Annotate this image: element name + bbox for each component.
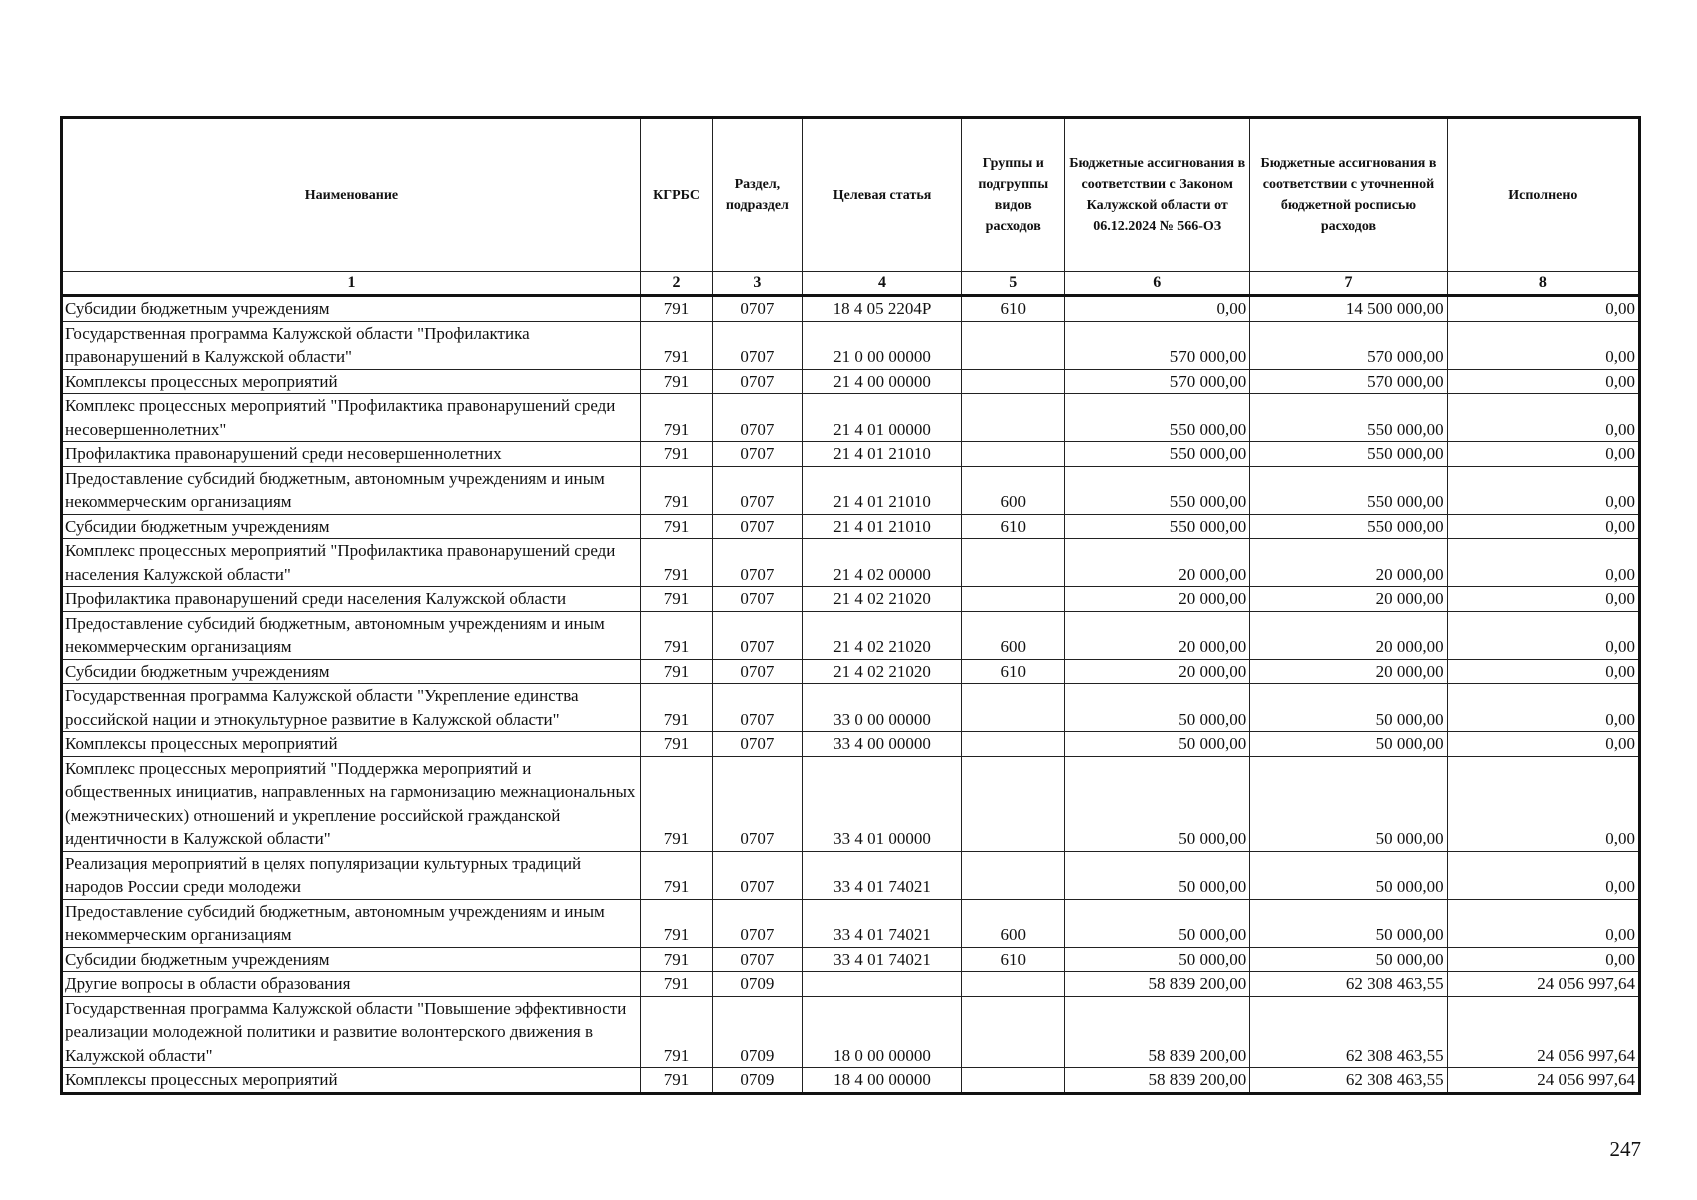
- row-target-article-cell: 21 4 01 00000: [802, 394, 962, 442]
- row-refined-allocation-cell: 14 500 000,00: [1250, 296, 1447, 322]
- row-law-allocation-cell: 50 000,00: [1065, 684, 1250, 732]
- row-refined-allocation-cell: 550 000,00: [1250, 394, 1447, 442]
- table-row: [62, 539, 1640, 587]
- row-law-allocation-cell: 20 000,00: [1065, 611, 1250, 659]
- column-number: 2: [640, 272, 712, 296]
- row-expense-type-cell: [962, 539, 1065, 587]
- table-row: [62, 899, 1640, 947]
- row-executed-cell: 24 056 997,64: [1447, 996, 1639, 1068]
- row-expense-type-cell: [962, 394, 1065, 442]
- row-section-cell: 0709: [713, 1068, 803, 1094]
- column-number: 6: [1065, 272, 1250, 296]
- table-row: [62, 1068, 1640, 1094]
- table-row: [62, 851, 1640, 899]
- row-executed-cell: 0,00: [1447, 947, 1639, 972]
- row-kgrbs-cell: 791: [640, 684, 712, 732]
- table-body: [62, 296, 1640, 1094]
- row-executed-cell: 0,00: [1447, 296, 1639, 322]
- row-executed-cell: 24 056 997,64: [1447, 1068, 1639, 1094]
- table-row: [62, 321, 1640, 369]
- row-refined-allocation-cell: 570 000,00: [1250, 321, 1447, 369]
- row-refined-allocation-cell: 20 000,00: [1250, 539, 1447, 587]
- row-section-cell: 0707: [713, 514, 803, 539]
- row-refined-allocation-cell: 50 000,00: [1250, 899, 1447, 947]
- row-expense-type-cell: 610: [962, 659, 1065, 684]
- row-law-allocation-cell: 20 000,00: [1065, 539, 1250, 587]
- header-executed: Исполнено: [1447, 118, 1639, 272]
- row-kgrbs-cell: 791: [640, 947, 712, 972]
- row-kgrbs-cell: 791: [640, 1068, 712, 1094]
- row-refined-allocation-cell: 50 000,00: [1250, 947, 1447, 972]
- row-kgrbs-cell: 791: [640, 972, 712, 997]
- row-law-allocation-cell: 50 000,00: [1065, 851, 1250, 899]
- row-expense-type-cell: [962, 587, 1065, 612]
- table-row: [62, 732, 1640, 757]
- table-row: [62, 659, 1640, 684]
- row-expense-type-cell: 600: [962, 611, 1065, 659]
- row-name-cell: Комплекс процессных мероприятий "Профилактика правонарушений среди населения Калужской области": [62, 539, 641, 587]
- row-refined-allocation-cell: 20 000,00: [1250, 611, 1447, 659]
- row-kgrbs-cell: 791: [640, 587, 712, 612]
- row-expense-type-cell: 610: [962, 514, 1065, 539]
- row-target-article-cell: 18 4 00 00000: [802, 1068, 962, 1094]
- row-executed-cell: 0,00: [1447, 394, 1639, 442]
- header-law-allocation: Бюджетные ассигнования в соответствии с Законом Калужской области от 06.12.2024 № 566-ОЗ: [1065, 118, 1250, 272]
- row-law-allocation-cell: 58 839 200,00: [1065, 1068, 1250, 1094]
- row-target-article-cell: 21 4 02 21020: [802, 611, 962, 659]
- row-refined-allocation-cell: 50 000,00: [1250, 732, 1447, 757]
- budget-table: [60, 116, 1641, 1095]
- row-executed-cell: 0,00: [1447, 539, 1639, 587]
- row-law-allocation-cell: 570 000,00: [1065, 321, 1250, 369]
- row-section-cell: 0707: [713, 369, 803, 394]
- row-kgrbs-cell: 791: [640, 394, 712, 442]
- page-number: 247: [1609, 1137, 1641, 1161]
- row-expense-type-cell: [962, 756, 1065, 851]
- row-kgrbs-cell: 791: [640, 514, 712, 539]
- row-target-article-cell: 33 4 00 00000: [802, 732, 962, 757]
- row-kgrbs-cell: 791: [640, 659, 712, 684]
- row-target-article-cell: 18 0 00 00000: [802, 996, 962, 1068]
- row-kgrbs-cell: 791: [640, 539, 712, 587]
- row-target-article-cell: 33 4 01 74021: [802, 947, 962, 972]
- row-name-cell: Комплексы процессных мероприятий: [62, 369, 641, 394]
- table-row: [62, 296, 1640, 322]
- row-kgrbs-cell: 791: [640, 369, 712, 394]
- row-executed-cell: 0,00: [1447, 756, 1639, 851]
- row-executed-cell: 0,00: [1447, 851, 1639, 899]
- row-law-allocation-cell: 50 000,00: [1065, 732, 1250, 757]
- row-expense-type-cell: [962, 684, 1065, 732]
- row-section-cell: 0707: [713, 732, 803, 757]
- table-row: [62, 684, 1640, 732]
- row-section-cell: 0707: [713, 684, 803, 732]
- row-name-cell: Комплексы процессных мероприятий: [62, 1068, 641, 1094]
- table-row: [62, 756, 1640, 851]
- row-section-cell: 0707: [713, 587, 803, 612]
- row-law-allocation-cell: 58 839 200,00: [1065, 996, 1250, 1068]
- table-row: [62, 514, 1640, 539]
- row-kgrbs-cell: 791: [640, 851, 712, 899]
- row-executed-cell: 0,00: [1447, 442, 1639, 467]
- row-law-allocation-cell: 50 000,00: [1065, 756, 1250, 851]
- row-refined-allocation-cell: 62 308 463,55: [1250, 1068, 1447, 1094]
- row-law-allocation-cell: 550 000,00: [1065, 466, 1250, 514]
- row-section-cell: 0709: [713, 972, 803, 997]
- row-refined-allocation-cell: 62 308 463,55: [1250, 996, 1447, 1068]
- row-refined-allocation-cell: 50 000,00: [1250, 756, 1447, 851]
- row-section-cell: 0709: [713, 996, 803, 1068]
- row-target-article-cell: 21 4 01 21010: [802, 466, 962, 514]
- row-refined-allocation-cell: 20 000,00: [1250, 659, 1447, 684]
- header-refined-allocation: Бюджетные ассигнования в соответствии с уточненной бюджетной росписью расходов: [1250, 118, 1447, 272]
- row-executed-cell: 0,00: [1447, 466, 1639, 514]
- row-section-cell: 0707: [713, 539, 803, 587]
- column-number: 8: [1447, 272, 1639, 296]
- table-row: [62, 611, 1640, 659]
- table-row: [62, 947, 1640, 972]
- row-expense-type-cell: 610: [962, 947, 1065, 972]
- row-refined-allocation-cell: 550 000,00: [1250, 466, 1447, 514]
- row-name-cell: Государственная программа Калужской области "Повышение эффективности реализации молодежной политики и развитие волонтерского движения в Калужской области": [62, 996, 641, 1068]
- row-executed-cell: 0,00: [1447, 587, 1639, 612]
- row-target-article-cell: 18 4 05 2204P: [802, 296, 962, 322]
- table-row: [62, 394, 1640, 442]
- table-header: [62, 118, 1640, 296]
- row-name-cell: Другие вопросы в области образования: [62, 972, 641, 997]
- row-name-cell: Комплекс процессных мероприятий "Поддержка мероприятий и общественных инициатив, направленных на гармонизацию межнациональных (межэтнических) отношений и укрепление российской гражданской идентичности в Калужской области": [62, 756, 641, 851]
- row-kgrbs-cell: 791: [640, 442, 712, 467]
- row-target-article-cell: 33 4 01 74021: [802, 851, 962, 899]
- row-executed-cell: 0,00: [1447, 321, 1639, 369]
- table-row: [62, 972, 1640, 997]
- row-name-cell: Предоставление субсидий бюджетным, автономным учреждениям и иным некоммерческим организациям: [62, 899, 641, 947]
- row-target-article-cell: 21 0 00 00000: [802, 321, 962, 369]
- row-section-cell: 0707: [713, 659, 803, 684]
- row-executed-cell: 24 056 997,64: [1447, 972, 1639, 997]
- header-name: Наименование: [62, 118, 641, 272]
- row-name-cell: Субсидии бюджетным учреждениям: [62, 514, 641, 539]
- row-executed-cell: 0,00: [1447, 899, 1639, 947]
- row-refined-allocation-cell: 570 000,00: [1250, 369, 1447, 394]
- row-name-cell: Профилактика правонарушений среди населения Калужской области: [62, 587, 641, 612]
- row-law-allocation-cell: 550 000,00: [1065, 394, 1250, 442]
- row-target-article-cell: 33 0 00 00000: [802, 684, 962, 732]
- row-kgrbs-cell: 791: [640, 996, 712, 1068]
- row-law-allocation-cell: 0,00: [1065, 296, 1250, 322]
- column-number: 5: [962, 272, 1065, 296]
- row-refined-allocation-cell: 550 000,00: [1250, 514, 1447, 539]
- row-name-cell: Субсидии бюджетным учреждениям: [62, 659, 641, 684]
- row-kgrbs-cell: 791: [640, 466, 712, 514]
- column-number: 4: [802, 272, 962, 296]
- row-refined-allocation-cell: 550 000,00: [1250, 442, 1447, 467]
- row-kgrbs-cell: 791: [640, 321, 712, 369]
- row-section-cell: 0707: [713, 947, 803, 972]
- row-section-cell: 0707: [713, 756, 803, 851]
- header-section: Раздел, подраздел: [713, 118, 803, 272]
- row-target-article-cell: 21 4 01 21010: [802, 442, 962, 467]
- row-target-article-cell: [802, 972, 962, 997]
- row-law-allocation-cell: 570 000,00: [1065, 369, 1250, 394]
- row-kgrbs-cell: 791: [640, 899, 712, 947]
- column-number: 1: [62, 272, 641, 296]
- row-target-article-cell: 21 4 02 21020: [802, 659, 962, 684]
- row-name-cell: Комплексы процессных мероприятий: [62, 732, 641, 757]
- row-law-allocation-cell: 50 000,00: [1065, 899, 1250, 947]
- row-section-cell: 0707: [713, 611, 803, 659]
- row-kgrbs-cell: 791: [640, 756, 712, 851]
- row-expense-type-cell: [962, 1068, 1065, 1094]
- row-expense-type-cell: [962, 369, 1065, 394]
- row-expense-type-cell: [962, 996, 1065, 1068]
- row-name-cell: Государственная программа Калужской области "Укрепление единства российской нации и этнокультурное развитие в Калужской области": [62, 684, 641, 732]
- row-name-cell: Государственная программа Калужской области "Профилактика правонарушений в Калужской области": [62, 321, 641, 369]
- row-refined-allocation-cell: 50 000,00: [1250, 684, 1447, 732]
- row-section-cell: 0707: [713, 394, 803, 442]
- row-target-article-cell: 21 4 00 00000: [802, 369, 962, 394]
- header-kgrbs: КГРБС: [640, 118, 712, 272]
- table-row: [62, 996, 1640, 1068]
- row-law-allocation-cell: 58 839 200,00: [1065, 972, 1250, 997]
- row-name-cell: Субсидии бюджетным учреждениям: [62, 296, 641, 322]
- row-expense-type-cell: [962, 442, 1065, 467]
- row-section-cell: 0707: [713, 466, 803, 514]
- row-expense-type-cell: [962, 732, 1065, 757]
- row-section-cell: 0707: [713, 851, 803, 899]
- row-target-article-cell: 21 4 02 00000: [802, 539, 962, 587]
- row-law-allocation-cell: 50 000,00: [1065, 947, 1250, 972]
- row-executed-cell: 0,00: [1447, 732, 1639, 757]
- row-refined-allocation-cell: 50 000,00: [1250, 851, 1447, 899]
- row-executed-cell: 0,00: [1447, 369, 1639, 394]
- row-kgrbs-cell: 791: [640, 611, 712, 659]
- row-target-article-cell: 21 4 01 21010: [802, 514, 962, 539]
- row-law-allocation-cell: 20 000,00: [1065, 587, 1250, 612]
- table-row: [62, 587, 1640, 612]
- row-law-allocation-cell: 550 000,00: [1065, 514, 1250, 539]
- table-row: [62, 442, 1640, 467]
- row-expense-type-cell: [962, 851, 1065, 899]
- row-kgrbs-cell: 791: [640, 732, 712, 757]
- row-expense-type-cell: 600: [962, 899, 1065, 947]
- row-name-cell: Комплекс процессных мероприятий "Профилактика правонарушений среди несовершеннолетних": [62, 394, 641, 442]
- row-section-cell: 0707: [713, 296, 803, 322]
- row-executed-cell: 0,00: [1447, 659, 1639, 684]
- row-expense-type-cell: [962, 321, 1065, 369]
- row-executed-cell: 0,00: [1447, 611, 1639, 659]
- row-name-cell: Предоставление субсидий бюджетным, автономным учреждениям и иным некоммерческим организациям: [62, 466, 641, 514]
- row-law-allocation-cell: 20 000,00: [1065, 659, 1250, 684]
- row-section-cell: 0707: [713, 321, 803, 369]
- row-kgrbs-cell: 791: [640, 296, 712, 322]
- row-target-article-cell: 33 4 01 00000: [802, 756, 962, 851]
- column-number: 3: [713, 272, 803, 296]
- row-executed-cell: 0,00: [1447, 514, 1639, 539]
- row-expense-type-cell: 610: [962, 296, 1065, 322]
- row-section-cell: 0707: [713, 442, 803, 467]
- row-target-article-cell: 33 4 01 74021: [802, 899, 962, 947]
- header-expense-type: Группы и подгруппы видов расходов: [962, 118, 1065, 272]
- column-number: 7: [1250, 272, 1447, 296]
- table-row: [62, 369, 1640, 394]
- row-target-article-cell: 21 4 02 21020: [802, 587, 962, 612]
- row-executed-cell: 0,00: [1447, 684, 1639, 732]
- header-target-article: Целевая статья: [802, 118, 962, 272]
- row-expense-type-cell: 600: [962, 466, 1065, 514]
- row-expense-type-cell: [962, 972, 1065, 997]
- row-refined-allocation-cell: 62 308 463,55: [1250, 972, 1447, 997]
- row-name-cell: Субсидии бюджетным учреждениям: [62, 947, 641, 972]
- row-name-cell: Профилактика правонарушений среди несовершеннолетних: [62, 442, 641, 467]
- table-row: [62, 466, 1640, 514]
- row-refined-allocation-cell: 20 000,00: [1250, 587, 1447, 612]
- row-law-allocation-cell: 550 000,00: [1065, 442, 1250, 467]
- row-name-cell: Предоставление субсидий бюджетным, автономным учреждениям и иным некоммерческим организациям: [62, 611, 641, 659]
- row-section-cell: 0707: [713, 899, 803, 947]
- row-name-cell: Реализация мероприятий в целях популяризации культурных традиций народов России среди молодежи: [62, 851, 641, 899]
